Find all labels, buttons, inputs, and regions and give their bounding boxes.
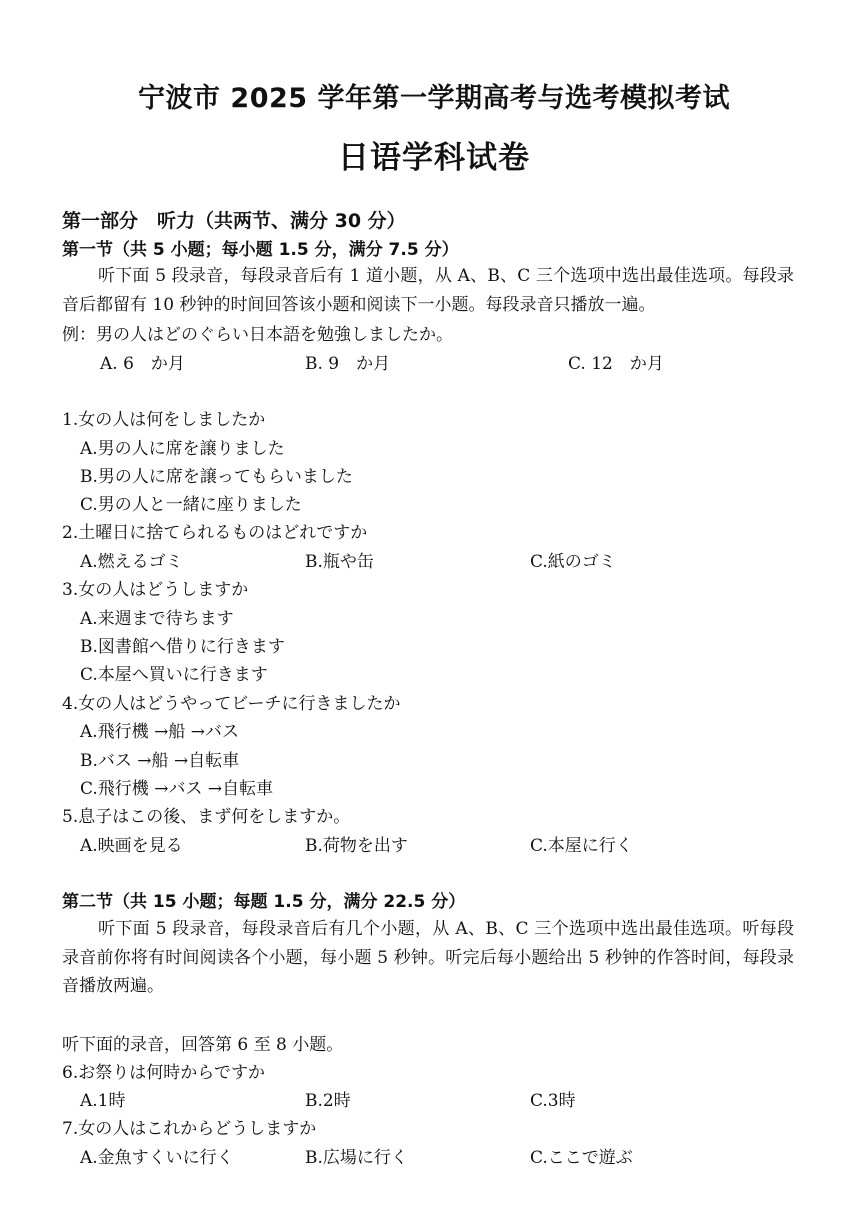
- question-3: 3.女の人はどうしますか: [62, 580, 249, 600]
- group-intro-6-8: 听下面的录音，回答第 6 至 8 小题。: [62, 1035, 344, 1055]
- section1-instructions-text: 听下面 5 段录音，每段录音后有 1 道小题，从 A、B、C 三个选项中选出最佳选项。每段录音后都留有 10 秒钟的时间回答该小题和阅读下一小题。每段录音只播放一遍。: [62, 266, 794, 315]
- question-6: 6.お祭りは何時からですか: [62, 1063, 266, 1083]
- question-7-option-a: A.金魚すくいに行く: [80, 1148, 234, 1168]
- part1-heading: 第一部分 听力（共两节、满分 30 分）: [62, 210, 406, 232]
- question-5-option-c: C.本屋に行く: [530, 836, 633, 856]
- example-option-c: C. 12 か月: [568, 354, 664, 374]
- question-2-option-c: C.紙のゴミ: [530, 552, 616, 572]
- question-4-option-b: B.バス →船 →自転車: [80, 751, 240, 771]
- question-5-option-a: A.映画を見る: [80, 836, 183, 856]
- question-2: 2.土曜日に捨てられるものはどれですか: [62, 523, 368, 543]
- question-7-option-c: C.ここで遊ぶ: [530, 1148, 633, 1168]
- example-question: 例：男の人はどのぐらい日本語を勉強しましたか。: [62, 325, 453, 345]
- question-5-option-b: B.荷物を出す: [305, 836, 408, 856]
- question-6-option-c: C.3時: [530, 1091, 576, 1111]
- question-1-option-b: B.男の人に席を譲ってもらいました: [80, 467, 353, 487]
- question-2-option-a: A.燃えるゴミ: [80, 552, 183, 572]
- question-6-option-a: A.1時: [80, 1091, 126, 1111]
- example-option-a: A. 6 か月: [100, 354, 185, 374]
- question-3-option-b: B.図書館へ借りに行きます: [80, 637, 285, 657]
- question-4: 4.女の人はどうやってビーチに行きましたか: [62, 694, 401, 714]
- question-2-option-b: B.瓶や缶: [305, 552, 374, 572]
- section1-heading: 第一节（共 5 小题；每小题 1.5 分，满分 7.5 分）: [62, 240, 459, 260]
- exam-title: 宁波市 2025 学年第一学期高考与选考模拟考试: [138, 83, 730, 114]
- question-1-option-c: C.男の人と一緒に座りました: [80, 495, 302, 515]
- question-1: 1.女の人は何をしましたか: [62, 410, 266, 430]
- question-3-option-a: A.来週まで待ちます: [80, 609, 234, 629]
- question-4-option-c: C.飛行機 →バス →自転車: [80, 779, 274, 799]
- question-4-option-a: A.飛行機 →船 →バス: [80, 722, 239, 742]
- section2-instructions: [62, 915, 794, 1001]
- question-6-option-b: B.2時: [305, 1091, 351, 1111]
- exam-subtitle: 日语学科试卷: [338, 140, 530, 176]
- question-1-option-a: A.男の人に席を譲りました: [80, 439, 285, 459]
- question-3-option-c: C.本屋へ買いに行きます: [80, 665, 268, 685]
- section2-instructions-text: 听下面 5 段录音，每段录音后有几个小题，从 A、B、C 三个选项中选出最佳选项。听每段录音前你将有时间阅读各个小题，每小题 5 秒钟。听完后每小题给出 5 秒钟的作答时间，每段录音播放两遍。: [62, 919, 794, 996]
- question-7: 7.女の人はこれからどうしますか: [62, 1119, 317, 1139]
- example-option-b: B. 9 か月: [305, 354, 391, 374]
- section1-instructions: [62, 262, 794, 319]
- question-5: 5.息子はこの後、まず何をしますか。: [62, 807, 351, 827]
- section2-heading: 第二节（共 15 小题；每题 1.5 分，满分 22.5 分）: [62, 892, 466, 912]
- question-7-option-b: B.広場に行く: [305, 1148, 408, 1168]
